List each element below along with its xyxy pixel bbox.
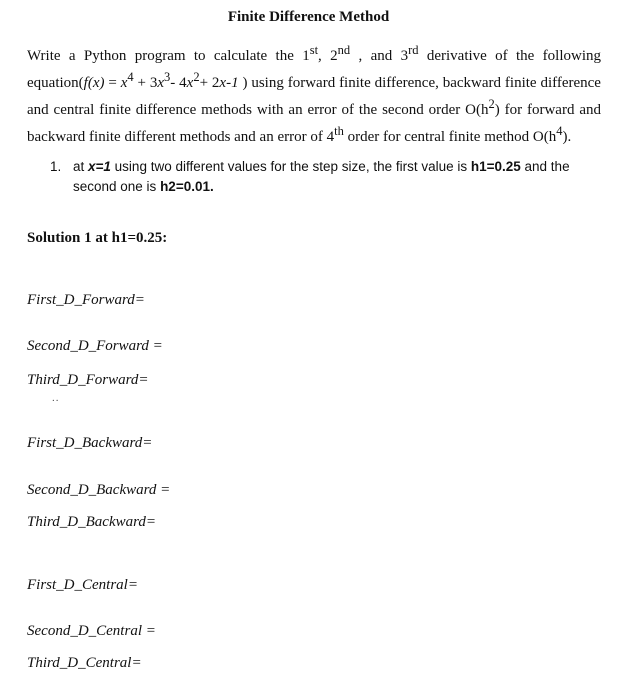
first-derivative-backward: First_D_Backward= [27, 435, 153, 451]
problem-statement: Write a Python program to calculate the 1st, 2nd , and 3rd derivative of the following equation(f(x) = $x^4 + 3x^3-$ $4x^2+ 2x-1$ ) using forward finite difference, backward finite difference and central finite difference methods with an error of the second order $O(h^2)$ for forward and backward finite different methods and an error of 4th order for central finite method $O(h^4)$. [27, 43, 601, 145]
document-title: Finite Difference Method [227, 9, 390, 25]
third-derivative-backward: Third_D_Backward= [27, 514, 157, 530]
first-derivative-forward: First_D_Forward= [27, 292, 145, 308]
third-derivative-forward: Third_D_Forward= [27, 372, 149, 388]
task-list-item [50, 157, 602, 197]
second-derivative-backward: Second_D_Backward = [27, 482, 171, 498]
first-derivative-central: First_D_Central= [27, 577, 138, 593]
second-derivative-forward: Second_D_Forward = [27, 338, 163, 354]
second-derivative-central: Second_D_Central = [27, 623, 156, 639]
third-derivative-central: Third_D_Central= [27, 655, 142, 671]
stray-dots: .. [52, 392, 60, 404]
list-number: 1. [50, 159, 62, 174]
task-text: at x=1 using two different values for the step size, the first value is h1=0.25 and the second one is h2=0.01. [73, 159, 570, 194]
solution-heading: Solution 1 at h1=0.25: [27, 230, 168, 246]
